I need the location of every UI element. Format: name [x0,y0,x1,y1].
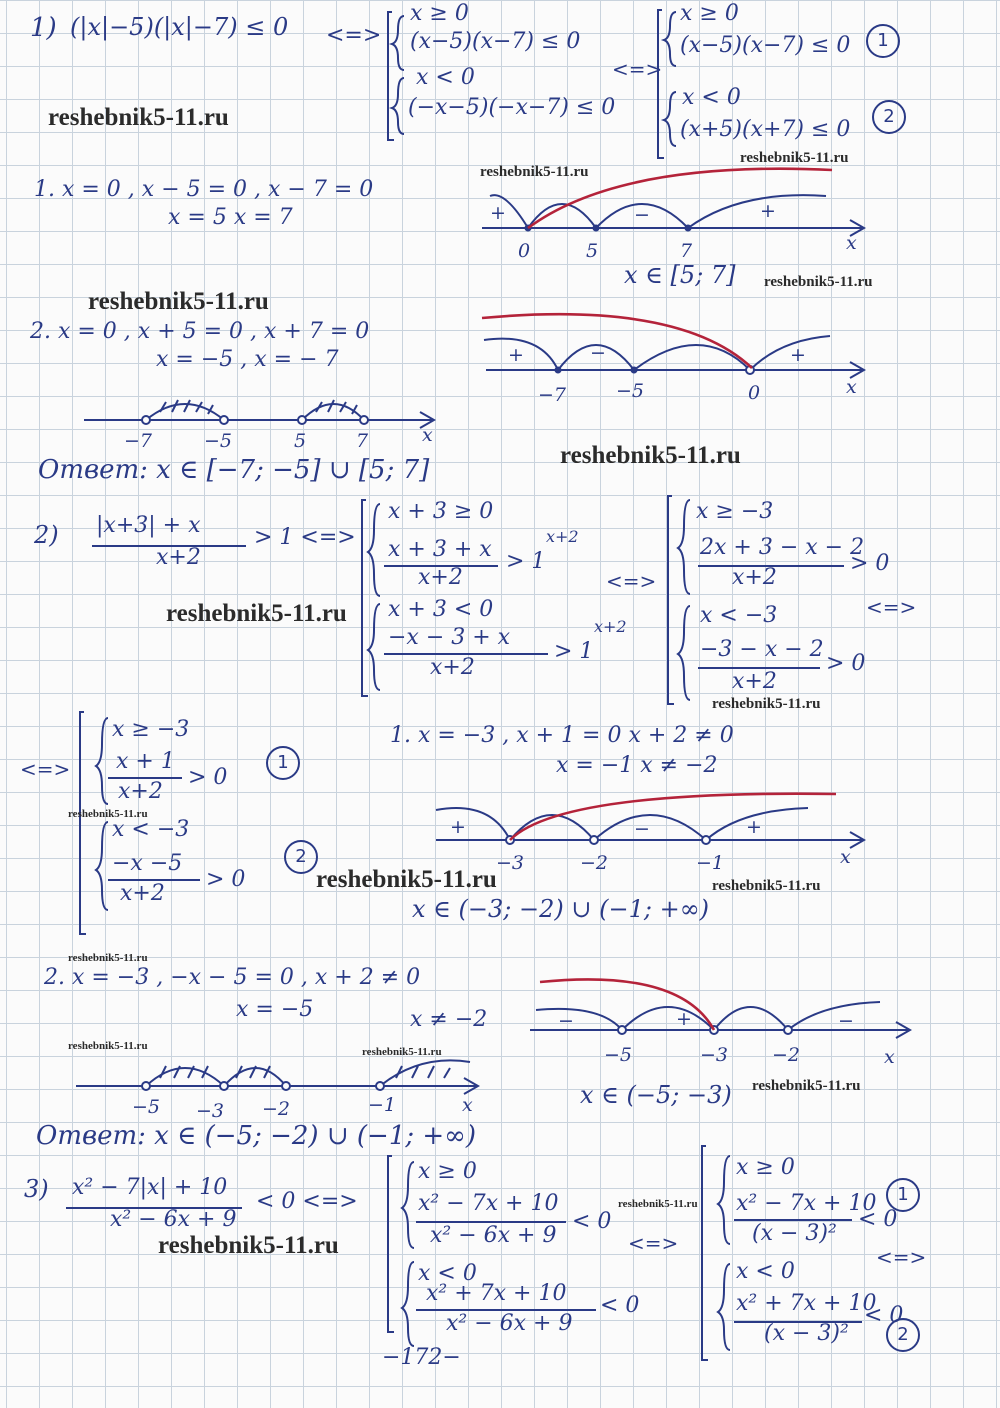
axis-tick-label: x [840,846,851,868]
system-brace [678,500,690,594]
step-line: 2. x = −3 , −x − 5 = 0 , x + 2 ≠ 0 [44,965,421,990]
axis-tick-label: −1 [368,1094,397,1116]
step-line: x = −5 [236,997,314,1022]
sign-arc [594,815,706,840]
watermark: reshebnik5-11.ru [88,288,269,315]
system-line: x ≥ −3 [112,717,190,742]
relation: > 1 <=> [254,525,356,550]
relation: > 0 [826,651,866,676]
sign-label: + [490,202,506,224]
fraction-numerator: x² + 7x + 10 [426,1281,567,1306]
fraction-numerator: x + 1 [116,749,175,774]
system-line: x ≥ −3 [696,499,774,524]
system-brace [678,606,690,700]
circled-number: 1 [866,24,900,58]
system-bracket [388,12,394,140]
axis-tick-label: −7 [538,384,567,406]
sign-arc [688,195,826,228]
relation: < 0 <=> [256,1189,358,1214]
system-brace [368,504,380,596]
relation: < 0 [600,1293,640,1318]
system-brace [718,1264,730,1350]
circled-number: 1 [886,1178,920,1212]
axis-tick-label: 7 [356,430,369,452]
relation: > 0 [206,867,246,892]
sign-arc [714,1007,788,1030]
open-point [142,1082,150,1090]
sign-label: + [450,816,466,838]
system-brace [96,718,108,804]
system-bracket [362,500,368,696]
axis-tick-label: −5 [132,1096,161,1118]
open-point [142,416,150,424]
axis-tick-label: −3 [496,852,525,874]
red-solution-arc [510,794,836,840]
sign-arc [536,1009,622,1030]
equiv-sign: <=> [20,757,71,781]
equiv-sign: <=> [326,23,382,48]
system-line: x + 3 < 0 [388,597,494,622]
watermark: reshebnik5-11.ru [560,442,741,469]
answer-line: Ответ: x ∈ [−7; −5] ∪ [5; 7] [38,455,430,485]
problem1-statement: (|x|−5)(|x|−7) ≤ 0 [70,13,289,41]
sign-label: − [590,342,606,364]
fraction-numerator: x² + 7x + 10 [736,1291,877,1316]
axis-point [593,225,600,232]
axis-tick-label: 0 [748,382,761,404]
system-line: (−x−5)(−x−7) ≤ 0 [408,95,616,120]
open-point [282,1082,290,1090]
open-point [590,836,598,844]
axis-tick-label: 0 [518,240,531,262]
relation: > 1 [506,549,546,574]
axis-tick-label: x [462,1094,473,1116]
circled-number: 2 [284,840,318,874]
equiv-sign: <=> [628,1231,679,1255]
watermark: reshebnik5-11.ru [752,1078,861,1094]
watermark: reshebnik5-11.ru [712,878,821,894]
system-bracket [388,1156,394,1332]
system-line: x < −3 [700,603,778,628]
sign-label: − [838,1010,854,1032]
equiv-sign: <=> [876,1245,927,1269]
relation: < 0 [864,1303,904,1328]
fraction-denominator: x+2 [732,565,777,590]
equiv-sign: <=> [606,569,657,593]
system-line: x < 0 [736,1259,795,1284]
axis-tick-label: −5 [616,380,645,402]
hatch [160,400,357,414]
step-line: x = −5 , x = − 7 [156,347,339,372]
fraction-denominator: x+2 [418,565,463,590]
fraction-numerator: −x − 3 + x [388,625,511,650]
axis-point [631,367,638,374]
shade-arc [302,404,364,420]
watermark: reshebnik5-11.ru [68,952,148,964]
system-bracket [702,1146,708,1360]
watermark: reshebnik5-11.ru [712,696,821,712]
system-line: x < 0 [416,65,475,90]
open-point [702,836,710,844]
axis-tick-label: x [422,424,433,446]
watermark: reshebnik5-11.ru [158,1232,339,1259]
sign-arc [436,808,510,840]
equiv-sign: <=> [612,57,663,81]
watermark: reshebnik5-11.ru [68,808,148,820]
axis-point [685,225,692,232]
watermark: reshebnik5-11.ru [362,1046,442,1058]
problem3-number: 3) [24,1175,49,1203]
watermark: reshebnik5-11.ru [764,274,873,290]
relation: < 0 [858,1207,898,1232]
relation: < 0 [572,1209,612,1234]
fraction-denominator: x+2 [732,669,777,694]
shade-arc [380,1060,470,1086]
relation: > 0 [850,551,890,576]
page-number: −172− [382,1345,461,1370]
axis-tick-label: −1 [696,852,725,874]
equiv-sign: <=> [866,595,917,619]
problem1-number: 1) [30,13,57,43]
relation: > 1 [554,639,594,664]
fraction-numerator: −3 − x − 2 [700,637,824,662]
fraction-denominator: x² − 6x + 9 [430,1223,557,1248]
step-line: 2. x = 0 , x + 5 = 0 , x + 7 = 0 [30,319,370,344]
fraction-numerator: x² − 7x + 10 [418,1191,559,1216]
system-line: x < 0 [682,85,741,110]
system-brace [392,16,404,70]
interval-result: x ∈ (−5; −3) [580,1081,732,1109]
interval-result: x ∈ (−3; −2) ∪ (−1; +∞) [412,895,710,923]
system-line: x + 3 ≥ 0 [388,499,494,524]
open-point [220,416,228,424]
sign-label: − [634,818,650,840]
system-brace [402,1262,414,1346]
sign-label: − [558,1010,574,1032]
watermark: reshebnik5-11.ru [68,1040,148,1052]
circled-number: 2 [886,1318,920,1352]
watermark: reshebnik5-11.ru [48,104,229,131]
axis-tick-label: −7 [124,430,153,452]
open-point [298,416,306,424]
sign-label: + [760,200,776,222]
step-line: x ≠ −2 [410,1007,488,1032]
fraction-denominator: x+2 [430,655,475,680]
fraction-numerator: x + 3 + x [388,537,492,562]
step-line: x = −1 x ≠ −2 [556,753,718,778]
axis-tick-label: 7 [680,240,693,262]
axis-tick-label: x [846,376,857,398]
system-line: x ≥ 0 [410,1,469,26]
system-brace [718,1156,730,1244]
axis-tick-label: −2 [262,1098,291,1120]
system-line: x ≥ 0 [680,1,739,26]
watermark: reshebnik5-11.ru [480,164,589,180]
axis-tick-label: 5 [294,430,307,452]
sign-label: + [676,1008,692,1030]
fraction-numerator: |x+3| + x [96,513,201,538]
system-bracket [80,712,86,934]
watermark: reshebnik5-11.ru [166,600,347,627]
system-line: (x−5)(x−7) ≤ 0 [680,33,851,58]
sign-arc [788,1002,880,1030]
system-brace [664,92,676,146]
system-bracket [668,496,674,704]
system-brace [368,604,380,690]
watermark: reshebnik5-11.ru [740,150,849,166]
axis-tick-label: 5 [586,240,599,262]
axis-tick-label: −5 [604,1044,633,1066]
multiplier: x+2 [546,527,579,546]
sign-label: − [634,204,650,226]
axis-tick-label: −3 [196,1100,225,1122]
system-line: x < 0 [418,1261,477,1286]
system-line: x ≥ 0 [736,1155,795,1180]
open-point [360,416,368,424]
step-line: 1. x = −3 , x + 1 = 0 x + 2 ≠ 0 [390,723,734,748]
answer-line: Ответ: x ∈ (−5; −2) ∪ (−1; +∞) [36,1121,476,1151]
system-line: x ≥ 0 [418,1159,477,1184]
step-line: 1. x = 0 , x − 5 = 0 , x − 7 = 0 [34,177,374,202]
open-point [784,1026,792,1034]
sign-label: + [508,344,524,366]
step-line: x = 5 x = 7 [168,205,293,230]
system-brace [664,12,676,66]
axis-tick-label: −3 [700,1044,729,1066]
circled-number: 2 [872,100,906,134]
open-point [376,1082,384,1090]
sign-arc [510,815,594,840]
open-point [618,1026,626,1034]
fraction-numerator: x² − 7|x| + 10 [72,1175,228,1200]
system-line: x < −3 [112,817,190,842]
sign-arc [634,345,750,370]
system-brace [392,78,404,134]
open-point [220,1082,228,1090]
relation: > 0 [188,765,228,790]
sign-label: + [746,816,762,838]
watermark: reshebnik5-11.ru [316,866,497,893]
axis-tick-label: x [884,1046,895,1068]
axis-point [555,367,562,374]
fraction-numerator: 2x + 3 − x − 2 [700,535,865,560]
problem2-number: 2) [34,521,59,549]
system-bracket [658,10,664,158]
shade-arc [224,1068,286,1086]
circled-number: 1 [266,746,300,780]
fraction-numerator: x² − 7x + 10 [736,1191,877,1216]
sign-label: + [790,344,806,366]
axis-tick-label: −2 [772,1044,801,1066]
multiplier: x+2 [594,617,627,636]
fraction-denominator: x² − 6x + 9 [446,1311,573,1336]
shade-arc [146,1068,224,1086]
interval-result: x ∈ [5; 7] [624,261,736,289]
fraction-denominator: x² − 6x + 9 [110,1207,237,1232]
system-line: (x+5)(x+7) ≤ 0 [680,117,851,142]
system-brace [96,822,108,910]
fraction-denominator: x+2 [156,545,201,570]
watermark: reshebnik5-11.ru [618,1198,698,1210]
system-line: (x−5)(x−7) ≤ 0 [410,29,581,54]
axis-tick-label: −5 [204,430,233,452]
system-brace [402,1162,414,1248]
axis-tick-label: x [846,232,857,254]
fraction-denominator: (x − 3)² [752,1221,837,1246]
fraction-denominator: (x − 3)² [764,1321,849,1346]
fraction-denominator: x+2 [118,779,163,804]
fraction-denominator: x+2 [120,881,165,906]
axis-tick-label: −2 [580,852,609,874]
fraction-numerator: −x −5 [112,851,183,876]
